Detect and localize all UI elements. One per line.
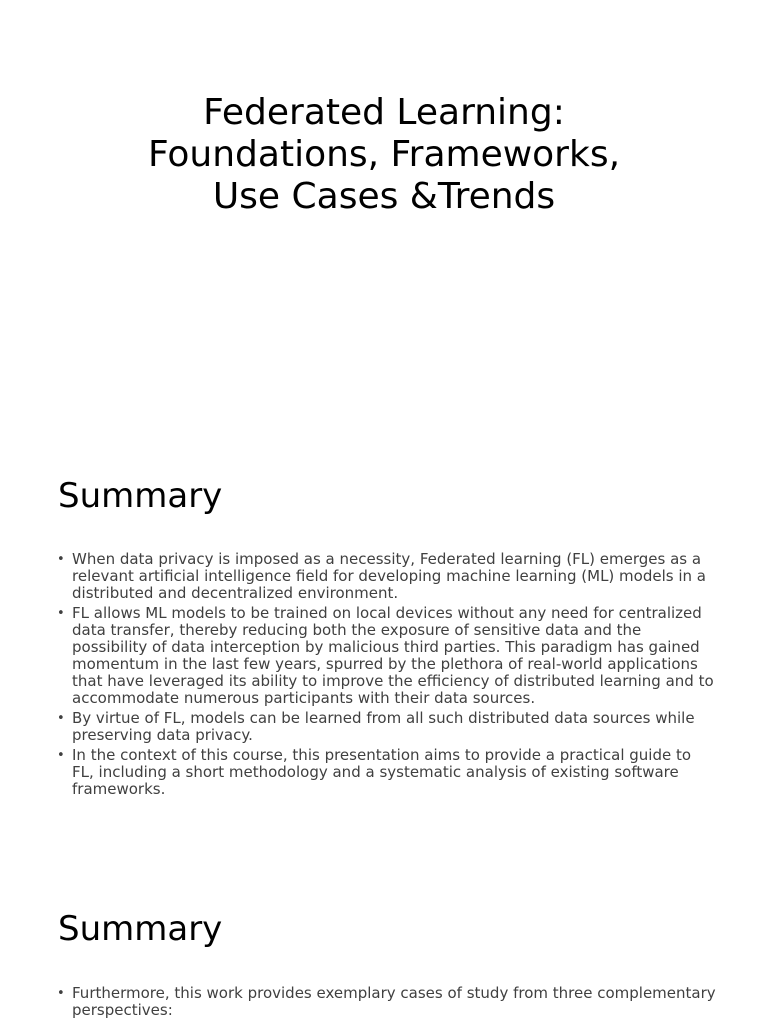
bullet-item: • Furthermore, this work provides exemplary cases of study from three complementary perspectives: — [57, 985, 717, 1019]
summary-slide-2-bullets — [57, 985, 717, 1022]
summary-slide-1-title: Summary — [58, 476, 223, 516]
bullet-item: • When data privacy is imposed as a necessity, Federated learning (FL) emerges as a relevant artificial intelligence field for developing machine learning (ML) models in a distributed and decentralized environment. — [57, 551, 717, 602]
bullet-item: • In the context of this course, this presentation aims to provide a practical guide to FL, including a short methodology and a systematic analysis of existing software frameworks. — [57, 747, 717, 798]
summary-slide-2-title: Summary — [58, 909, 223, 949]
bullet-item: • FL allows ML models to be trained on local devices without any need for centralized data transfer, thereby reducing both the exposure of sensitive data and the possibility of data interception by malicious third parties. This paradigm has gained momentum in the last few years, spurred by the plethora of real-world applications that have leveraged its ability to improve the efficiency of distributed learning and to accommodate numerous participants with their data sources. — [57, 605, 717, 707]
title-line-3: Use Cases &Trends — [212, 176, 556, 217]
bullet-item: • By virtue of FL, models can be learned from all such distributed data sources while preserving data privacy. — [57, 710, 717, 744]
presentation-title — [0, 92, 768, 218]
title-slide — [0, 0, 768, 430]
summary-slide-1-bullets — [57, 551, 717, 801]
title-line-2: Foundations, Frameworks, — [147, 134, 621, 175]
title-line-1: Federated Learning: — [203, 92, 565, 133]
